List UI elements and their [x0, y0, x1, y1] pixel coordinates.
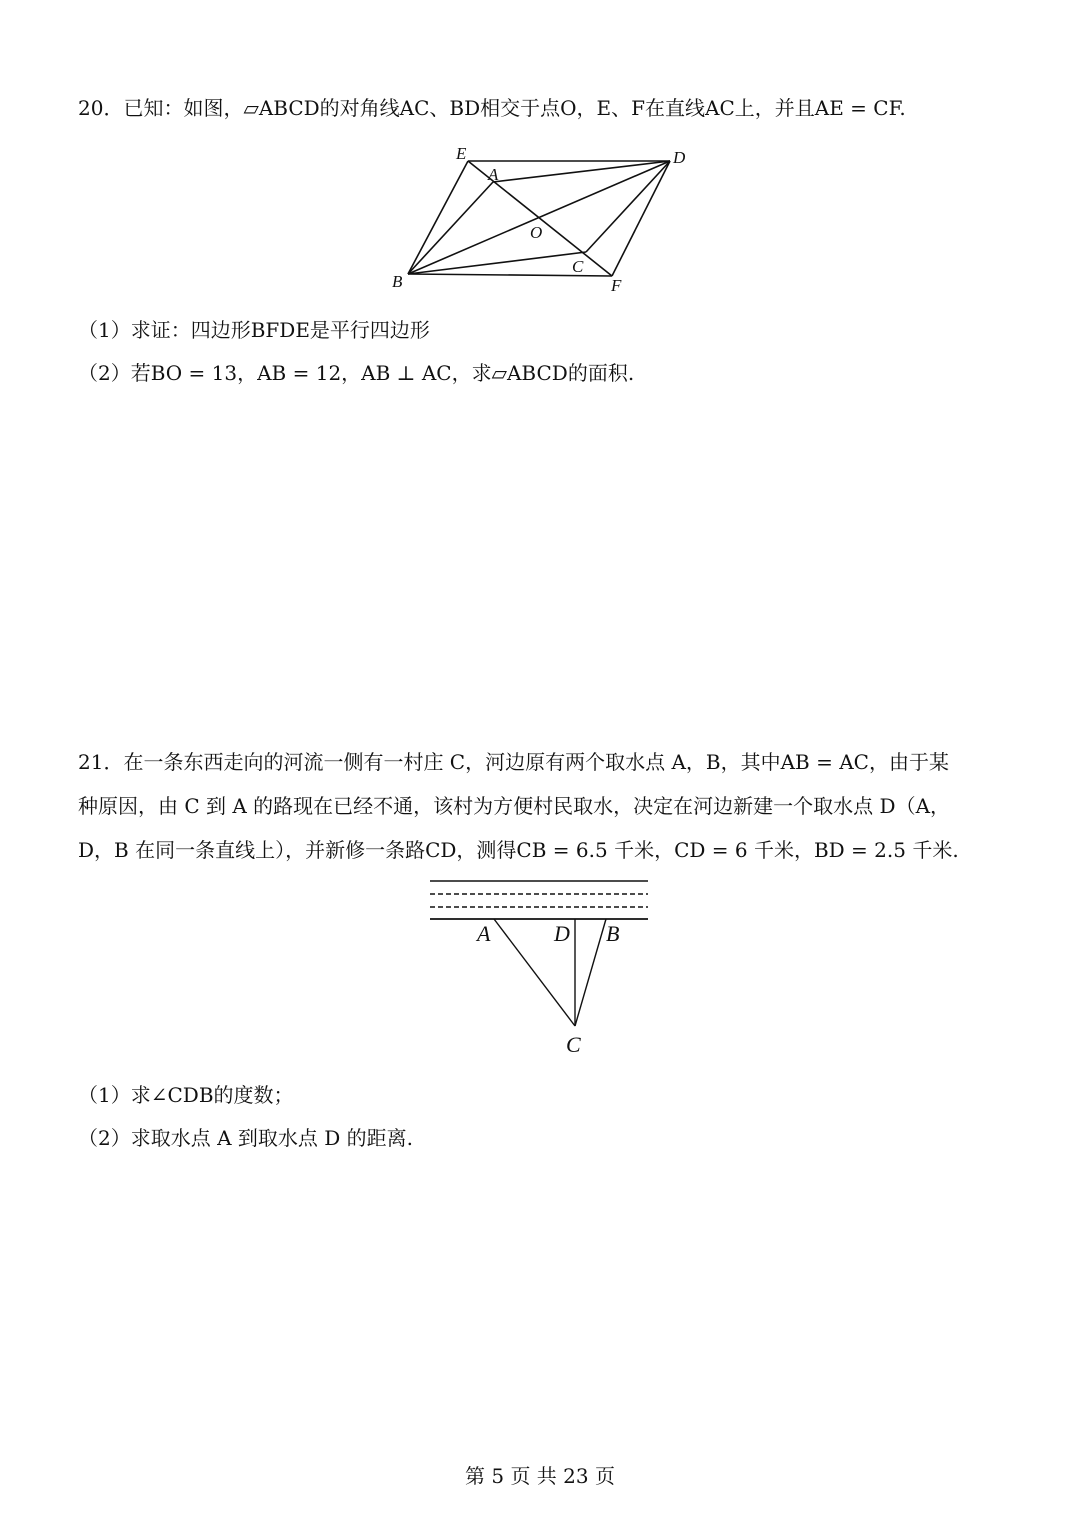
label-B: B: [606, 921, 620, 946]
q20-part2: （2）若BO = 13，AB = 12，AB ⊥ AC，求▱ABCD的面积.: [78, 361, 635, 385]
label-C: C: [572, 257, 584, 276]
q21-stem-line2: 种原因，由 C 到 A 的路现在已经不通，该村为方便村民取水，决定在河边新建一个取水点 D（A，: [78, 794, 951, 818]
segment-BC: [575, 919, 606, 1026]
q20-part1: （1）求证：四边形BFDE是平行四边形: [78, 318, 430, 342]
label-B: B: [392, 272, 403, 291]
segment-EB: [408, 161, 468, 274]
label-E: E: [456, 144, 467, 163]
parallelogram-diagram: [380, 140, 700, 300]
segment-DF: [612, 161, 670, 276]
label-D: D: [554, 921, 570, 946]
river-diagram: [420, 872, 660, 1062]
label-F: F: [611, 276, 622, 295]
q21-part1: （1）求∠CDB的度数；: [78, 1083, 294, 1107]
label-D: D: [673, 148, 686, 167]
q20-stem: 20．已知：如图，▱ABCD的对角线AC、BD相交于点O，E、F在直线AC上，并且AE = CF.: [78, 96, 906, 120]
page-number: 第 5 页 共 23 页: [465, 1464, 615, 1488]
label-O: O: [530, 223, 543, 242]
segment-CD: [586, 161, 670, 252]
q21-part2: （2）求取水点 A 到取水点 D 的距离.: [78, 1126, 413, 1150]
q21-stem-line1: 21．在一条东西走向的河流一侧有一村庄 C，河边原有两个取水点 A，B，其中AB = AC，由于某: [78, 750, 949, 774]
q21-stem-line3: D，B 在同一条直线上），并新修一条路CD，测得CB = 6.5 千米，CD = 6 千米，BD = 2.5 千米.: [78, 838, 959, 862]
q20-figure: [380, 140, 700, 300]
segment-AD: [493, 161, 670, 182]
segment-AB: [408, 182, 493, 274]
label-C: C: [566, 1032, 581, 1057]
label-A: A: [477, 921, 491, 946]
q21-figure: [420, 872, 660, 1062]
label-A: A: [488, 165, 499, 184]
